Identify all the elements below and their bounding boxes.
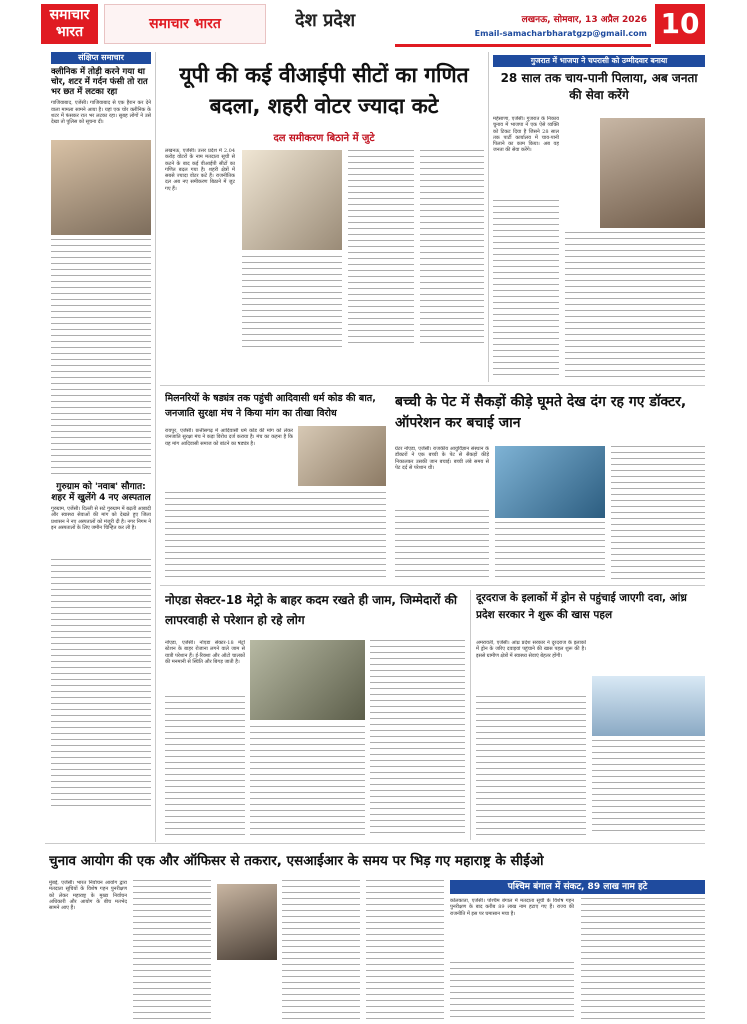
noida-body-continued-3 [370, 640, 465, 836]
brief-story1-headline: क्लीनिक में तोड़ी करने गया था चोर, शटर में गर्दन फंसी तो रात भर छत में लटका रहा [51, 67, 148, 97]
drone-photo [592, 676, 705, 736]
drone-body: अमरावती, एजेंसी। आंध्र प्रदेश सरकार ने दूरदराज के इलाकों में ड्रोन के जरिए दवाइयां पहुंचाने की खास पहल शुरू की है। इससे ग्रामीण क्षेत्रों में स्वास्थ्य सेवाएं बेहतर होंगी। [476, 640, 586, 659]
midright-body-continued-2 [495, 522, 605, 580]
surgery-photo [495, 446, 605, 518]
left-column-divider [155, 52, 156, 842]
voter-list-photo [242, 150, 342, 250]
bottom-body-continued-2 [282, 880, 360, 1020]
noida-body: नोएडा, एजेंसी। नोएडा सेक्टर-18 मेट्रो स्टेशन के बाहर रोजाना लगने वाले जाम से यात्री परेशान हैं। ई-रिक्शा और ऑटो चालकों की मनमानी से स्थिति और बिगड़ जाती है। [165, 640, 245, 665]
brand-box-text: समाचार भारत [49, 7, 90, 40]
bottom-body-continued-3 [366, 880, 444, 1020]
brief-story2-continued [51, 559, 151, 809]
masthead-bar [395, 4, 651, 47]
lead-subhead: दल समीकरण बिठाने में जुटे [273, 133, 375, 144]
noida-body-continued-1 [165, 696, 245, 836]
midleft-headline: मिलनरियों के षड्यंत्र तक पहुंची आदिवासी धर्म कोड की बात, जनजाति सुरक्षा मंच ने किया मांग का तीखा विरोध [165, 393, 376, 419]
date-line: लखनऊ, सोमवार, 13 अप्रैल 2026 [521, 15, 647, 25]
horizontal-rule-3 [45, 843, 705, 844]
lead-body-continued-2 [348, 150, 414, 348]
rally-photo [298, 426, 386, 486]
midright-body: ग्रेटर नोएडा, एजेंसी। राजकीय आयुर्विज्ञान संस्थान के डॉक्टरों ने एक बच्ची के पेट से सैकड़ों कीड़े निकालकर उसकी जान बचाई। बच्ची लंबे समय से पेट दर्द से परेशान थी। [395, 446, 489, 471]
brief-story2-headline: गुरुग्राम को 'नवाब' सौगात: शहर में खुलेंगे 4 नए अस्पताल [51, 482, 151, 503]
lead-divider [488, 52, 489, 382]
brand-box [41, 4, 98, 44]
bengal-tag: पश्चिम बंगाल में संकट, 89 लाख नाम हटे [450, 880, 705, 894]
midright-headline: बच्ची के पेट में सैकड़ों कीड़े घूमते देख दंग रह गए डॉक्टर, ऑपरेशन कर बचाई जान [395, 394, 687, 431]
right-top-body-continued-1 [493, 200, 559, 380]
midleft-body-continued [165, 492, 386, 580]
right-top-headline: 28 साल तक चाय-पानी पिलाया, अब जनता की सेवा करेंगे [500, 71, 698, 102]
bottom-body: मुंबई, एजेंसी। भारत निर्वाचन आयोग द्वारा मतदाता सूचियों के विशेष गहन पुनरीक्षण को लेकर महाराष्ट्र के मुख्य निर्वाचन अधिकारी और आयोग के बीच मतभेद सामने आए हैं। [49, 880, 127, 912]
email-line: Email-samacharbharatgzp@gmail.com [474, 29, 647, 38]
bengal-body: कोलकाता, एजेंसी। पश्चिम बंगाल में मतदाता सूची के विशेष गहन पुनरीक्षण के बाद करीब 89 लाख नाम हटाए गए हैं। राज्य की राजनीति में इस पर घमासान मचा है। [450, 898, 574, 917]
lead-body: लखनऊ, एजेंसी। उत्तर प्रदेश में 2.04 करोड़ वोटरों के नाम मतदाता सूची से कटने के बाद कई वीआईपी सीटों का गणित बदल गया है। शहरी क्षेत्रों में सबसे ज्यादा वोटर कटे हैं। राजनीतिक दल अब नए समीकरण बिठाने में जुट गए हैं। [165, 148, 235, 192]
bengal-body-continued-1 [450, 962, 574, 1020]
noida-headline: नोएडा सेक्टर-18 मेट्रो के बाहर कदम रखते ही जाम, जिम्मेदारों की लापरवाही से परेशान हो रहे लोग [165, 593, 457, 627]
masthead-logo [104, 4, 266, 44]
brief-news-label: संक्षिप्त समाचार [51, 52, 151, 64]
noida-divider [470, 590, 471, 840]
bengal-body-continued-2 [581, 898, 705, 1020]
horizontal-rule-1 [160, 385, 705, 386]
brief-story1-body: गाजियाबाद, एजेंसी। गाजियाबाद से एक हैरान कर देने वाला मामला सामने आया है। यहां एक चोर क्लीनिक के शटर में फंसकर रात भर लटका रहा। सुबह लोगों ने उसे देखा तो पुलिस को सूचना दी। [51, 100, 151, 126]
thief-photo [51, 140, 151, 235]
midleft-body: रायपुर, एजेंसी। छत्तीसगढ़ में आदिवासी धर्म कोड की मांग को लेकर जनजाति सुरक्षा मंच ने कड़ा विरोध दर्ज कराया है। मंच का कहना है कि यह मांग आदिवासी समाज को बांटने का षड्यंत्र है। [165, 428, 293, 447]
lead-headline: यूपी की कई वीआईपी सीटों का गणित बदला, शहरी वोटर ज्यादा कटे [179, 63, 469, 118]
lead-body-continued-3 [420, 150, 484, 348]
page-number: 10 [655, 4, 705, 44]
right-top-body-continued-2 [565, 232, 705, 380]
traffic-jam-photo [250, 640, 365, 720]
noida-body-continued-2 [250, 726, 365, 836]
bottom-headline: चुनाव आयोग की एक और ऑफिसर से तकरार, एसआईआर के समय पर भिड़ गए महाराष्ट्र के सीईओ [49, 853, 544, 869]
right-top-body: महेसाणा, एजेंसी। गुजरात के निकाय चुनाव में भाजपा ने एक ऐसे व्यक्ति को टिकट दिया है जिसने 28 साल तक पार्टी कार्यालय में चाय-पानी पिलाने का काम किया। अब वह जनता की सेवा करेंगे। [493, 116, 559, 154]
brief-story1-continued [51, 239, 151, 474]
brief-story2-body: गुरुग्राम, एजेंसी। दिल्ली से सटे गुरुग्राम में बढ़ती आबादी और स्वास्थ्य सेवाओं की मांग को देखते हुए जिला प्रशासन ने नए अस्पतालों को मंजूरी दी है। नगर निगम ने इन अस्पतालों के लिए जमीन चिन्हित कर ली है। [51, 505, 151, 531]
section-title: देश प्रदेश [295, 10, 356, 31]
candidate-photo [600, 118, 705, 228]
ceo-photo [217, 884, 277, 960]
drone-body-continued-2 [592, 740, 705, 836]
midright-body-continued-3 [611, 446, 705, 580]
logo-text: समाचार भारत [149, 16, 221, 32]
drone-headline: दूरदराज के इलाकों में ड्रोन से पहुंचाई जाएगी दवा, आंध्र प्रदेश सरकार ने शुरू की खास पहल [476, 592, 687, 621]
drone-body-continued-1 [476, 696, 586, 836]
horizontal-rule-2 [160, 585, 705, 586]
bottom-body-continued-1 [133, 880, 211, 1020]
lead-body-continued-1 [242, 256, 342, 348]
left-column [51, 52, 151, 842]
midright-body-continued-1 [395, 510, 489, 580]
right-top-kicker: गुजरात में भाजपा ने चपरासी को उम्मीदवार बनाया [493, 55, 705, 67]
